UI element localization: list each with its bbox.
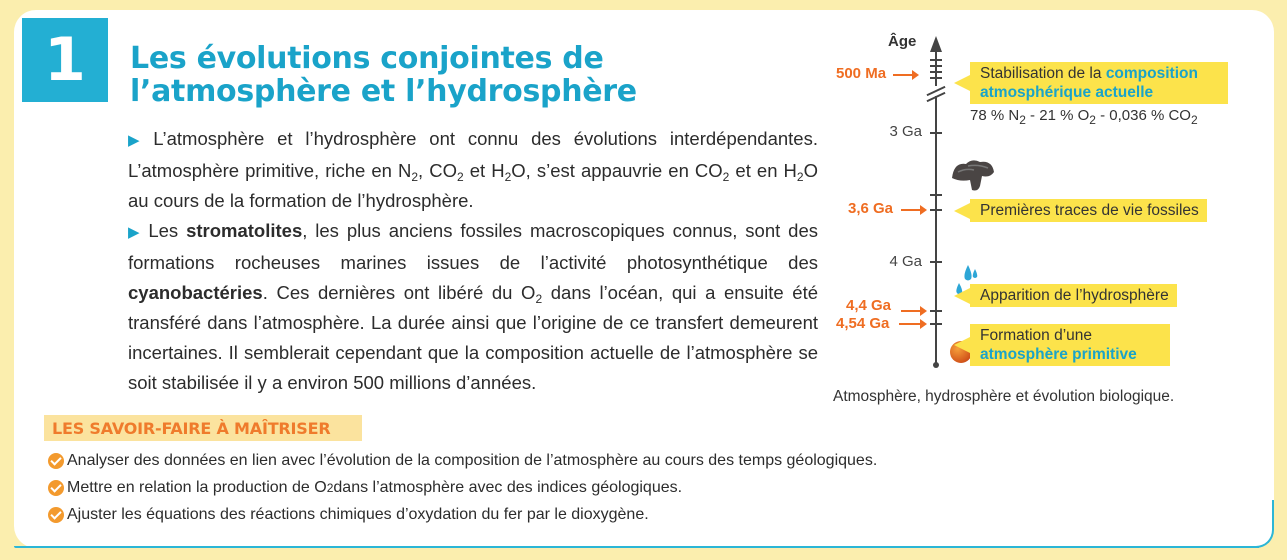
paragraph-1 [128,124,818,216]
text: et H [463,160,505,181]
text: O, s’est appauvrie en CO [511,160,723,181]
subscript: 2 [1190,113,1198,127]
text: L’atmosphère et l’hydrosphère ont connu des évolutions interdépendantes. L’atmosphère primitive, riche en N [128,128,818,181]
axis-tick [930,310,942,312]
event-first-life: Premières traces de vie fossiles [970,199,1207,222]
triangle-bullet-icon: ▶ [128,224,143,241]
keyword: stromatolites [186,220,303,241]
axis-tick [930,132,942,134]
text: . Ces dernières ont libéré du O [262,282,536,303]
skill-item [48,452,877,470]
text: 78 % N [970,107,1020,124]
axis-tick [930,261,942,263]
section-number: 1 [44,25,86,95]
subscript: 2 [1089,113,1096,127]
text: - 21 % O [1025,107,1090,124]
card-frame-bottom [14,546,1259,548]
event-text: Stabilisation de la [980,65,1106,82]
event-highlight: composition atmosphérique actuelle [980,65,1198,101]
subscript: 2 [722,170,730,184]
event-highlight: atmosphère primitive [980,346,1137,363]
arrow-up-icon [930,36,942,52]
check-icon [48,480,64,496]
text: , les plus anciens fossiles macroscopiques connus, sont des formations rocheuses marines issues de l’activité photosynthétique des [128,220,819,273]
axis-tick [930,323,942,325]
keyword: cyanobactéries [128,282,263,303]
card-frame-corner [1249,500,1274,548]
axis-origin-dot [933,362,939,368]
subscript: 2 [1019,113,1026,127]
subscript: 2 [535,292,543,306]
skill-text: dans l’atmosphère avec des indices géologiques. [333,479,683,496]
paragraph-2 [128,216,818,398]
axis-tick [930,71,942,73]
subscript: 2 [504,170,512,184]
text: Les [148,220,187,241]
arrow-right-icon [893,74,913,76]
axis-tick [930,59,942,61]
axis-tick [930,194,942,196]
tick-label-3-6ga: 3,6 Ga [848,200,894,217]
event-hydrosphere: Apparition de l’hydrosphère [970,284,1177,307]
stromatolite-fossil-icon [950,156,996,196]
skill-item: Mettre en relation la production de O 2 dans l’atmosphère avec des indices géologiques. [48,479,682,497]
event-stabilisation [970,62,1228,104]
check-icon [48,507,64,523]
arrow-right-icon [899,323,921,325]
tick-label-4ga: 4 Ga [889,253,922,270]
figure-caption: Atmosphère, hydrosphère et évolution biologique. [833,388,1175,405]
intro-text [128,124,818,398]
subscript: 2 [411,170,419,184]
section-number-badge [22,18,108,102]
event-primitive-atmosphere [970,324,1170,366]
subscript: 2 [457,170,464,184]
axis-tick [930,209,942,211]
tick-label-4-54ga: 4,54 Ga [836,315,890,332]
text: O au cours de la formation de l’hydrosphère. [128,160,818,211]
axis-tick [930,77,942,79]
text: et en H [729,160,797,181]
text: , CO [418,160,457,181]
event-text: Formation d’une [980,327,1093,344]
skills-header: LES SAVOIR-FAIRE À MAÎTRISER [44,415,362,441]
subscript: 2 [796,170,804,184]
triangle-bullet-icon: ▶ [128,132,148,149]
skill-text: Mettre en relation la production de O [67,479,327,496]
arrow-right-icon [901,209,921,211]
atmosphere-composition [970,107,1198,127]
skill-item [48,506,649,524]
skill-text: Ajuster les équations des réactions chimiques d’oxydation du fer par le dioxygène. [67,506,649,523]
tick-label-500ma: 500 Ma [836,65,887,82]
arrow-right-icon [901,310,921,312]
page-title: Les évolutions conjointes de l’atmosphère et l’hydrosphère [130,41,637,109]
tick-label-4-4ga: 4,4 Ga [846,297,892,314]
tick-label-3ga: 3 Ga [889,123,922,140]
text: dans l’océan, qui a ensuite été transféré dans l’atmosphère. La durée ainsi que l’origine de ce transfert demeurent incertaines. Il semblerait cependant que la composition actuelle de l’atmosphère se soit stabilisée il y a environ 500 millions d’années. [128,282,819,393]
skill-text: Analyser des données en lien avec l’évolution de la composition de l’atmosphère au cours des temps géologiques. [67,452,878,469]
text: - 0,036 % CO [1095,107,1191,124]
check-icon [48,453,64,469]
axis-tick [930,65,942,67]
axis-label: Âge [888,33,917,50]
